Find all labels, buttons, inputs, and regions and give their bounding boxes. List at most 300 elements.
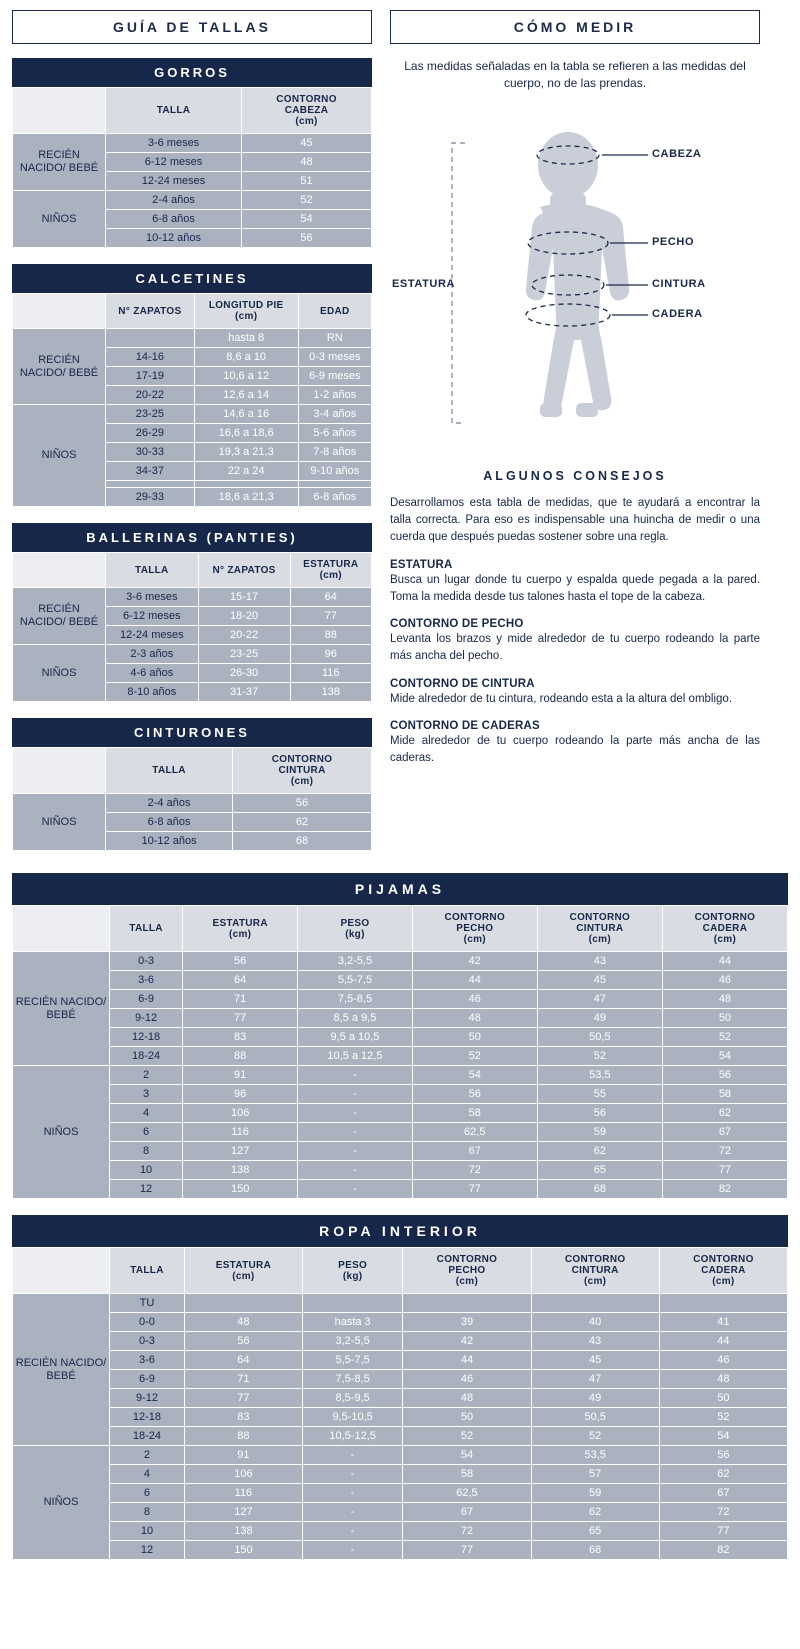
label-estatura: ESTATURA	[392, 277, 456, 290]
size-label-cell: 2-4 años	[106, 794, 232, 812]
measurement-cell: 68	[532, 1541, 659, 1559]
measurement-cell: 116	[185, 1484, 302, 1502]
size-label-cell	[106, 481, 194, 487]
measurement-cell: 48	[413, 1009, 537, 1027]
measurement-cell: 64	[291, 588, 371, 606]
column-header: CONTORNO CINTURA (cm)	[233, 748, 371, 793]
measurement-cell: 77	[403, 1541, 530, 1559]
measurement-cell: 1-2 años	[299, 386, 371, 404]
measurement-cell: 15-17	[199, 588, 290, 606]
column-header	[13, 294, 105, 328]
row-group-label: RECIÉN NACIDO/ BEBÉ	[13, 952, 109, 1065]
measurement-cell: 5-6 años	[299, 424, 371, 442]
size-label-cell: 3-6	[110, 1351, 184, 1369]
body-measurement-figure	[390, 103, 760, 463]
measurement-cell: 116	[183, 1123, 297, 1141]
tips-intro: Desarrollamos esta tabla de medidas, que te ayudará a encontrar la talla correcta. Para eso es indispensable una huincha de medir o una cuerda que después puedas sostener sobre una regla.	[390, 496, 760, 544]
row-group-label: RECIÉN NACIDO/ BEBÉ	[13, 134, 105, 190]
measurement-cell: 77	[663, 1161, 787, 1179]
column-header: CONTORNO PECHO (cm)	[413, 906, 537, 951]
measurement-cell	[532, 1294, 659, 1312]
measurement-cell: 48	[185, 1313, 302, 1331]
measurement-cell: 62	[660, 1465, 787, 1483]
label-cadera: CADERA	[652, 307, 703, 320]
table-row	[13, 952, 787, 970]
measurement-cell	[299, 481, 371, 487]
size-guide-column	[12, 10, 372, 867]
column-header: TALLA	[106, 553, 198, 587]
measurement-cell: 82	[660, 1541, 787, 1559]
measurement-cell: 7,5-8,5	[298, 990, 412, 1008]
size-label-cell: 4-6 años	[106, 664, 198, 682]
measurement-cell: 50,5	[532, 1408, 659, 1426]
measurement-cell: 62	[538, 1142, 662, 1160]
table-row	[13, 134, 371, 152]
measurement-cell: 56	[663, 1066, 787, 1084]
column-header: TALLA	[106, 88, 241, 133]
table-row	[13, 1104, 787, 1122]
measurement-cell: 96	[183, 1085, 297, 1103]
measurement-cell: 45	[242, 134, 371, 152]
size-label-cell: 9-12	[110, 1389, 184, 1407]
measurement-cell: -	[303, 1484, 402, 1502]
measurement-cell: -	[298, 1161, 412, 1179]
size-label-cell: 2-4 años	[106, 191, 241, 209]
measurement-cell: 12,6 a 14	[195, 386, 298, 404]
measurement-cell: -	[303, 1465, 402, 1483]
size-label-cell: 30-33	[106, 443, 194, 461]
measurement-cell: 50	[403, 1408, 530, 1426]
measurement-cell: 68	[233, 832, 371, 850]
table-ballerinas-panties	[12, 552, 372, 702]
row-group-label: NIÑOS	[13, 1066, 109, 1198]
measurement-cell: 16,6 a 18,6	[195, 424, 298, 442]
table-row	[13, 645, 371, 663]
measurement-cell: 43	[532, 1332, 659, 1350]
measurement-cell: 56	[185, 1332, 302, 1350]
measurement-cell: 67	[663, 1123, 787, 1141]
column-header	[13, 553, 105, 587]
measurement-cell: 72	[403, 1522, 530, 1540]
table-ropa-interior	[12, 1247, 788, 1560]
table-row	[13, 1389, 787, 1407]
measurement-cell	[660, 1294, 787, 1312]
measurement-cell: 44	[663, 952, 787, 970]
measurement-cell: 56	[242, 229, 371, 247]
row-group-label: NIÑOS	[13, 645, 105, 701]
measurement-cell: 43	[538, 952, 662, 970]
measurement-cell: 22 a 24	[195, 462, 298, 480]
tip-heading: ESTATURA	[390, 558, 453, 571]
measurement-cell: hasta 8	[195, 329, 298, 347]
measurement-cell: 72	[660, 1503, 787, 1521]
row-group-label: RECIÉN NACIDO/ BEBÉ	[13, 588, 105, 644]
measurement-cell: -	[298, 1180, 412, 1198]
size-label-cell: 29-33	[106, 488, 194, 506]
measurement-cell: 91	[183, 1066, 297, 1084]
measurement-cell: 44	[403, 1351, 530, 1369]
measurement-cell: 127	[185, 1503, 302, 1521]
measurement-cell: 72	[663, 1142, 787, 1160]
size-label-cell: 6-9	[110, 1370, 184, 1388]
table-row	[13, 1522, 787, 1540]
size-label-cell: 4	[110, 1104, 182, 1122]
table-row	[13, 1408, 787, 1426]
table-calcetines	[12, 293, 372, 507]
measurement-cell: 56	[413, 1085, 537, 1103]
measurement-cell: 67	[413, 1142, 537, 1160]
row-group-label: NIÑOS	[13, 191, 105, 247]
table-row	[13, 191, 371, 209]
measurement-cell: -	[298, 1123, 412, 1141]
measurement-cell: 54	[413, 1066, 537, 1084]
size-label-cell: 10-12 años	[106, 832, 232, 850]
measurement-cell: 20-22	[199, 626, 290, 644]
size-label-cell: 23-25	[106, 405, 194, 423]
size-label-cell: 0-0	[110, 1313, 184, 1331]
measurement-cell: 48	[242, 153, 371, 171]
measurement-cell: 68	[538, 1180, 662, 1198]
measurement-cell: 8,5 a 9,5	[298, 1009, 412, 1027]
measurement-cell: 59	[538, 1123, 662, 1141]
measurement-cell: 23-25	[199, 645, 290, 663]
measurement-cell: 88	[183, 1047, 297, 1065]
column-header: ESTATURA (cm)	[291, 553, 371, 587]
table-cinturones	[12, 747, 372, 851]
tip-heading: CONTORNO DE CADERAS	[390, 719, 540, 732]
table-row	[13, 1142, 787, 1160]
size-label-cell: 2	[110, 1446, 184, 1464]
measurement-cell: 55	[538, 1085, 662, 1103]
table-block-ropa-interior	[12, 1215, 788, 1560]
measurement-cell: 40	[532, 1313, 659, 1331]
how-to-measure-title: CÓMO MEDIR	[390, 10, 760, 44]
measurement-cell	[185, 1294, 302, 1312]
column-header: CONTORNO CADERA (cm)	[663, 906, 787, 951]
column-header: N° ZAPATOS	[199, 553, 290, 587]
measurement-cell: 54	[242, 210, 371, 228]
size-label-cell: 0-3	[110, 952, 182, 970]
measurement-cell: 116	[291, 664, 371, 682]
measurement-cell: 14,6 a 16	[195, 405, 298, 423]
measurement-cell: -	[303, 1503, 402, 1521]
size-label-cell: 12-24 meses	[106, 172, 241, 190]
measurement-cell: 39	[403, 1313, 530, 1331]
table-title-pijamas: PIJAMAS	[12, 873, 788, 905]
size-label-cell: 12-24 meses	[106, 626, 198, 644]
measurement-cell: 150	[185, 1541, 302, 1559]
measurement-cell: 49	[538, 1009, 662, 1027]
measurement-cell: 138	[185, 1522, 302, 1540]
measurement-cell: 0-3 meses	[299, 348, 371, 366]
measurement-cell: 77	[291, 607, 371, 625]
table-row	[13, 405, 371, 423]
measurement-cell: 9,5 a 10,5	[298, 1028, 412, 1046]
measurement-cell: 150	[183, 1180, 297, 1198]
size-label-cell: 6-9	[110, 990, 182, 1008]
size-label-cell: 17-19	[106, 367, 194, 385]
table-title-gorros: GORROS	[12, 58, 372, 87]
size-label-cell: 8	[110, 1503, 184, 1521]
measurement-cell: 58	[663, 1085, 787, 1103]
size-label-cell: 6-8 años	[106, 813, 232, 831]
measurement-cell: 47	[532, 1370, 659, 1388]
measurement-cell: 71	[185, 1370, 302, 1388]
size-guide-title: GUÍA DE TALLAS	[12, 10, 372, 44]
table-header-row	[13, 906, 787, 951]
measurement-cell: 18-20	[199, 607, 290, 625]
label-cintura: CINTURA	[652, 277, 706, 290]
measurement-cell: 62	[233, 813, 371, 831]
measurement-cell: 46	[403, 1370, 530, 1388]
measurement-cell: 10,6 a 12	[195, 367, 298, 385]
measurement-cell: 52	[663, 1028, 787, 1046]
table-row	[13, 1446, 787, 1464]
table-header-row	[13, 294, 371, 328]
table-header-row	[13, 748, 371, 793]
measurement-cell	[403, 1294, 530, 1312]
wide-tables-container	[12, 873, 788, 1560]
measurement-cell: 45	[538, 971, 662, 989]
top-columns	[12, 10, 788, 867]
measurement-cell: 42	[413, 952, 537, 970]
measurement-cell: 3,2-5,5	[303, 1332, 402, 1350]
tips-list	[390, 559, 760, 768]
size-label-cell: 6-12 meses	[106, 607, 198, 625]
measurement-cell: 62,5	[403, 1484, 530, 1502]
measurement-cell: hasta 3	[303, 1313, 402, 1331]
table-row	[13, 1180, 787, 1198]
table-title-ropa-interior: ROPA INTERIOR	[12, 1215, 788, 1247]
tips-title: ALGUNOS CONSEJOS	[483, 468, 667, 483]
measurement-cell: 50	[413, 1028, 537, 1046]
measurement-cell: 7-8 años	[299, 443, 371, 461]
measurement-cell: 88	[185, 1427, 302, 1445]
row-group-label: NIÑOS	[13, 1446, 109, 1559]
measurement-cell: 59	[532, 1484, 659, 1502]
size-label-cell: TU	[110, 1294, 184, 1312]
measurement-cell: 6-9 meses	[299, 367, 371, 385]
tip-body: Mide alrededor de tu cuerpo rodeando la parte más ancha de las caderas.	[390, 734, 760, 765]
measurement-cell: 106	[183, 1104, 297, 1122]
measurement-cell: 46	[413, 990, 537, 1008]
measurement-cell: -	[303, 1541, 402, 1559]
size-label-cell: 3-6 meses	[106, 588, 198, 606]
table-row	[13, 329, 371, 347]
size-label-cell: 6-8 años	[106, 210, 241, 228]
size-label-cell: 26-29	[106, 424, 194, 442]
column-header: CONTORNO CINTURA (cm)	[538, 906, 662, 951]
measurement-cell: -	[298, 1066, 412, 1084]
table-row	[13, 1294, 787, 1312]
column-header: LONGITUD PIE (cm)	[195, 294, 298, 328]
measurement-cell: 53,5	[532, 1446, 659, 1464]
measurement-cell: 77	[660, 1522, 787, 1540]
measurement-cell: 56	[183, 952, 297, 970]
measurement-cell: 50,5	[538, 1028, 662, 1046]
measurement-cell: 83	[185, 1408, 302, 1426]
measurement-cell: 52	[660, 1408, 787, 1426]
table-row	[13, 1028, 787, 1046]
size-label-cell: 10-12 años	[106, 229, 241, 247]
size-label-cell: 2-3 años	[106, 645, 198, 663]
size-label-cell: 6-12 meses	[106, 153, 241, 171]
measurement-cell: -	[298, 1085, 412, 1103]
column-header: TALLA	[110, 1248, 184, 1293]
column-header	[13, 1248, 109, 1293]
measurement-cell: 10,5-12,5	[303, 1427, 402, 1445]
measurement-cell: 19,3 a 21,3	[195, 443, 298, 461]
measurement-cell: 58	[403, 1465, 530, 1483]
measurement-cell: 5,5-7,5	[298, 971, 412, 989]
measurement-cell: RN	[299, 329, 371, 347]
size-label-cell: 10	[110, 1522, 184, 1540]
measurement-cell: 67	[403, 1503, 530, 1521]
measurement-cell: 57	[532, 1465, 659, 1483]
column-header: EDAD	[299, 294, 371, 328]
measurement-cell: 45	[532, 1351, 659, 1369]
size-label-cell: 10	[110, 1161, 182, 1179]
size-label-cell: 6	[110, 1123, 182, 1141]
measurement-cell: -	[303, 1522, 402, 1540]
measurement-cell: 65	[532, 1522, 659, 1540]
measurement-cell: 83	[183, 1028, 297, 1046]
measurement-cell: 44	[413, 971, 537, 989]
measurement-cell: -	[298, 1104, 412, 1122]
size-label-cell: 12	[110, 1541, 184, 1559]
tip-heading: CONTORNO DE CINTURA	[390, 677, 535, 690]
table-block-gorros	[12, 58, 372, 248]
measurement-cell: 9-10 años	[299, 462, 371, 480]
column-header: ESTATURA (cm)	[183, 906, 297, 951]
measurement-cell	[303, 1294, 402, 1312]
measurement-cell: 91	[185, 1446, 302, 1464]
table-block-ballerinas-panties	[12, 523, 372, 702]
measurement-cell: 48	[403, 1389, 530, 1407]
measurement-cell: 56	[660, 1446, 787, 1464]
measurement-cell: 5,5-7,5	[303, 1351, 402, 1369]
table-title-calcetines: CALCETINES	[12, 264, 372, 293]
how-to-measure-column	[390, 10, 760, 779]
size-label-cell: 12-18	[110, 1028, 182, 1046]
table-row	[13, 1351, 787, 1369]
column-header	[13, 748, 105, 793]
size-label-cell: 4	[110, 1465, 184, 1483]
table-gorros	[12, 87, 372, 248]
row-group-label: NIÑOS	[13, 405, 105, 506]
label-cabeza: CABEZA	[652, 147, 702, 160]
measurement-cell: 96	[291, 645, 371, 663]
measurement-cell: 65	[538, 1161, 662, 1179]
size-label-cell: 3-6 meses	[106, 134, 241, 152]
measurement-cell: 41	[660, 1313, 787, 1331]
measurement-cell: 52	[532, 1427, 659, 1445]
measurement-cell: 52	[413, 1047, 537, 1065]
size-label-cell: 20-22	[106, 386, 194, 404]
measurement-cell: 62	[663, 1104, 787, 1122]
size-label-cell: 18-24	[110, 1427, 184, 1445]
measurement-cell: 8,5-9,5	[303, 1389, 402, 1407]
table-block-pijamas	[12, 873, 788, 1199]
tip-body: Levanta los brazos y mide alrededor de tu cuerpo rodeando la parte más ancha del pecho.	[390, 633, 760, 663]
table-row	[13, 1085, 787, 1103]
table-row	[13, 1313, 787, 1331]
measurement-cell: 3,2-5,5	[298, 952, 412, 970]
measurement-cell: 82	[663, 1180, 787, 1198]
table-row	[13, 588, 371, 606]
column-header: PESO (kg)	[298, 906, 412, 951]
measurement-cell: 7,5-8,5	[303, 1370, 402, 1388]
measurement-cell: 64	[183, 971, 297, 989]
size-label-cell	[106, 329, 194, 347]
size-label-cell: 12-18	[110, 1408, 184, 1426]
measurement-cell: -	[303, 1446, 402, 1464]
measurement-cell	[195, 481, 298, 487]
measurement-cell: 10,5 a 12,5	[298, 1047, 412, 1065]
tip-heading: CONTORNO DE PECHO	[390, 618, 524, 631]
row-group-label: NIÑOS	[13, 794, 105, 850]
size-label-cell: 3-6	[110, 971, 182, 989]
measurement-cell: 53,5	[538, 1066, 662, 1084]
measurement-cell: 52	[242, 191, 371, 209]
table-row	[13, 1123, 787, 1141]
measurement-cell: 71	[183, 990, 297, 1008]
column-header: CONTORNO PECHO (cm)	[403, 1248, 530, 1293]
size-label-cell: 12	[110, 1180, 182, 1198]
size-label-cell: 8	[110, 1142, 182, 1160]
size-label-cell: 0-3	[110, 1332, 184, 1350]
table-title-ballerinas-panties: BALLERINAS (PANTIES)	[12, 523, 372, 552]
table-pijamas	[12, 905, 788, 1199]
measurement-cell: 54	[660, 1427, 787, 1445]
measurement-cell: 48	[660, 1370, 787, 1388]
table-row	[13, 971, 787, 989]
table-title-cinturones: CINTURONES	[12, 718, 372, 747]
measurement-cell: -	[298, 1142, 412, 1160]
how-to-measure-intro: Las medidas señaladas en la tabla se refieren a las medidas del cuerpo, no de las prendas.	[404, 59, 746, 91]
table-row	[13, 1332, 787, 1350]
measurement-cell: 50	[660, 1389, 787, 1407]
measurement-cell: 6-8 años	[299, 488, 371, 506]
measurement-cell: 77	[413, 1180, 537, 1198]
measurement-cell: 52	[403, 1427, 530, 1445]
size-label-cell: 9-12	[110, 1009, 182, 1027]
column-header	[13, 906, 109, 951]
column-header	[13, 88, 105, 133]
measurement-cell: 72	[413, 1161, 537, 1179]
measurement-cell: 62	[532, 1503, 659, 1521]
measurement-cell: 50	[663, 1009, 787, 1027]
measurement-cell: 9,5-10,5	[303, 1408, 402, 1426]
size-label-cell: 34-37	[106, 462, 194, 480]
measurement-cell: 3-4 años	[299, 405, 371, 423]
column-header: CONTORNO CADERA (cm)	[660, 1248, 787, 1293]
table-block-cinturones	[12, 718, 372, 851]
measurement-cell: 138	[291, 683, 371, 701]
tip-body: Busca un lugar donde tu cuerpo y espalda quede pegada a la pared. Toma la medida desde tus talones hasta el tope de la cabeza.	[390, 573, 760, 603]
measurement-cell: 88	[291, 626, 371, 644]
measurement-cell: 56	[538, 1104, 662, 1122]
measurement-cell: 42	[403, 1332, 530, 1350]
column-header: N° ZAPATOS	[106, 294, 194, 328]
table-block-calcetines	[12, 264, 372, 507]
column-header: CONTORNO CABEZA (cm)	[242, 88, 371, 133]
column-header: TALLA	[106, 748, 232, 793]
column-header: TALLA	[110, 906, 182, 951]
table-header-row	[13, 553, 371, 587]
size-label-cell: 3	[110, 1085, 182, 1103]
measurement-cell: 77	[185, 1389, 302, 1407]
